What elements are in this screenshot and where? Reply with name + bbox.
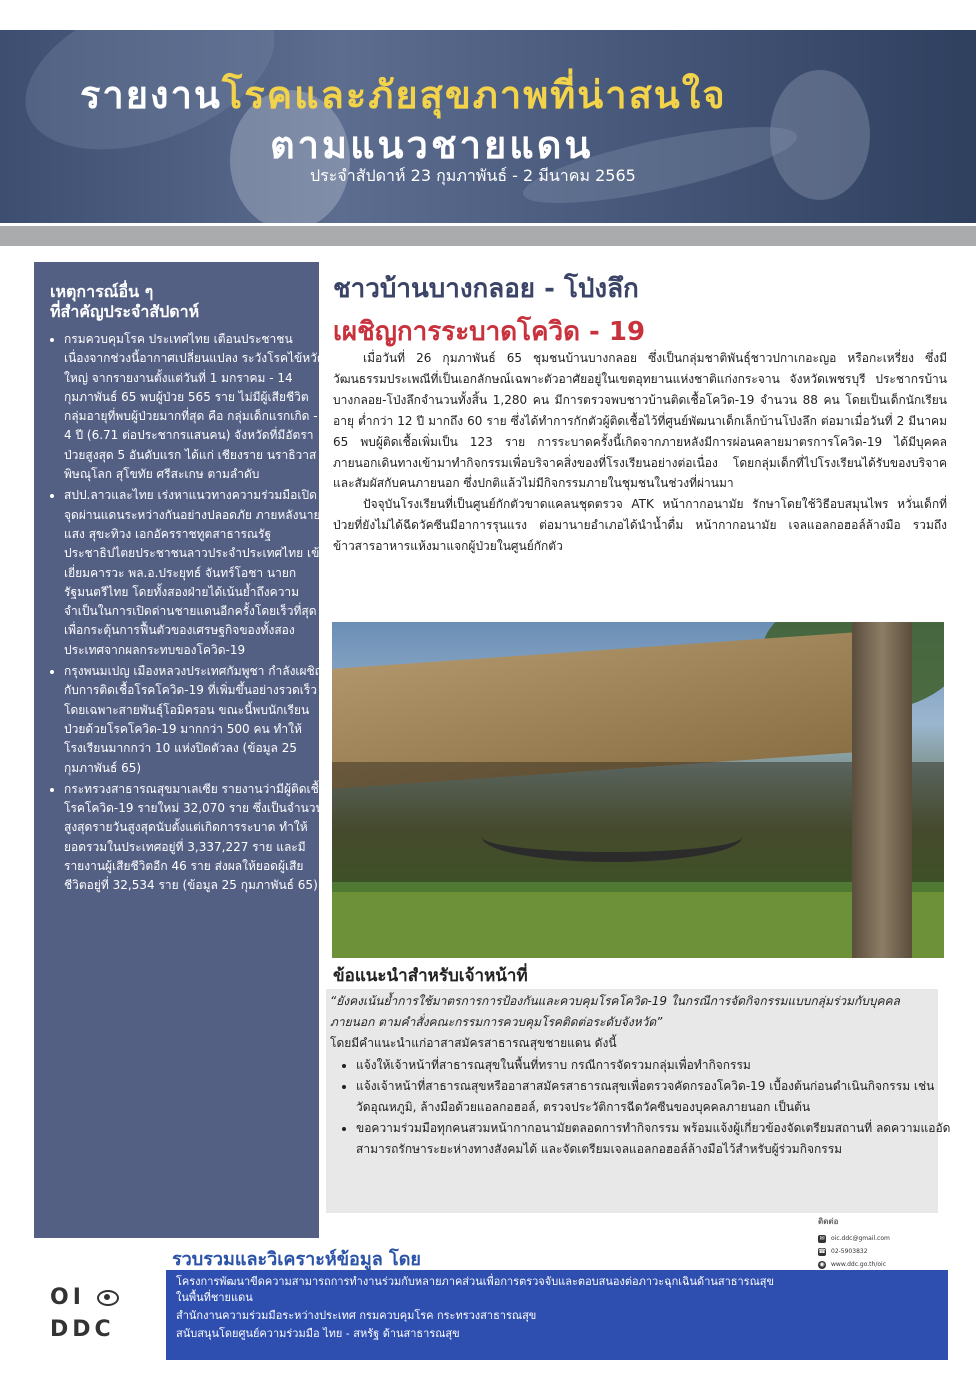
report-title-line2: ตามแนวชายแดน	[270, 123, 594, 167]
footer-line: สนับสนุนโดยศูนย์ความร่วมมือ ไทย - สหรัฐ ด้านสาธารณสุข	[176, 1327, 460, 1340]
phone-icon: ☎	[818, 1247, 826, 1255]
contact-email[interactable]: oic.ddc@gmail.com	[831, 1235, 890, 1242]
sidebar-heading-line1: เหตุการณ์อื่น ๆ	[50, 282, 154, 301]
compiled-by-heading: รวบรวมและวิเคราะห์ข้อมูล โดย	[172, 1249, 421, 1270]
article-body	[333, 348, 947, 557]
contact-label: ติดต่อ	[818, 1217, 839, 1226]
sidebar-heading-line2: ที่สำคัญประจำสัปดาห์	[50, 302, 200, 321]
other-events-sidebar	[34, 262, 327, 1238]
article-paragraph: เมื่อวันที่ 26 กุมภาพันธ์ 65 ชุมชนบ้านบางกลอย ซึ่งเป็นกลุ่มชาติพันธุ์ชาวปกาเกอะญอ หรือกะเหรี่ยง ซึ่งมีวัฒนธรรมประเพณีที่เป็นเอกลักษณ์เฉพาะตัวอาศัยอยู่ในเขตอุทยานแห่งชาติแก่งกระจาน จังหวัดเพชรบุรี ประชากรบ้านบางกลอย-โป่งลึกจำนวนทั้งสิ้น 1,280 คน มีการตรวจพบชาวบ้านติดเชื้อโควิด-19 จำนวน 88 คน โดยเป็นเด็กนักเรียนอายุ ต่ำกว่า 12 ปี มากถึง 60 ราย ซึ่งได้ทำการกักตัวผู้ติดเชื้อไว้ที่ศูนย์พัฒนาเด็กเล็กบ้านโป่งลึก ต่อมาเมื่อวันที่ 2 มีนาคม 65 พบผู้ติดเชื้อเพิ่มเป็น 123 ราย การระบาดครั้งนี้เกิดจากภายหลังมีการผ่อนคลายมาตรการโควิด-19 ได้มีบุคคลภายนอกเดินทางเข้ามาทำกิจกรรมเพื่อบริจาคสิ่งของที่โรงเรียนอย่างต่อเนื่อง โดยกลุ่มเด็กที่ไปโรงเรียนได้รับของบริจาคและสัมผัสกับคนภายนอก ซึ่งปกติแล้วไม่มีกิจกรรมภายในชุมชนในช่วงที่ผ่านมา	[333, 351, 947, 491]
contact-web[interactable]: www.ddc.go.th/oic	[831, 1261, 886, 1268]
recommendation-list	[334, 1055, 952, 1160]
contact-block	[818, 1215, 948, 1271]
sidebar-heading	[50, 282, 199, 322]
header-divider	[0, 226, 976, 246]
report-date: ประจำสัปดาห์ 23 กุมภาพันธ์ - 2 มีนาคม 2565	[310, 166, 636, 185]
recommendation-box	[326, 989, 951, 1213]
contact-phone[interactable]: 02-5903832	[831, 1248, 868, 1255]
recommendation-item: • แจ้งเจ้าหน้าที่สาธารณสุขหรืออาสาสมัครสาธารณสุขเพื่อตรวจคัดกรองโควิด-19 เบื้องต้นก่อนดำเนินกิจกรรม เช่น วัดอุณหภูมิ, ล้างมือด้วยแอลกอฮอล์, ตรวจประวัติการฉีดวัคซีนของบุคคลภายนอก เป็นต้น	[356, 1076, 952, 1118]
footer-line: โครงการพัฒนาขีดความสามารถการทำงานร่วมกับหลายภาคส่วนเพื่อการตรวจจับและตอบสนองต่อภาวะฉุกเฉินด้านสาธารณสุข	[176, 1275, 775, 1288]
sidebar-item: • กรุงพนมเปญ เมืองหลวงประเทศกัมพูชา กำลังเผชิญกับการติดเชื้อโรคโควิด-19 ที่เพิ่มขึ้นอย่างรวดเร็ว โดยเฉพาะสายพันธุ์โอมิครอน ขณะนี้พบนักเรียนป่วยด้วยโรคโควิด-19 มากกว่า 500 คน ทำให้โรงเรียนมากกว่า 10 แห่งปิดตัวลง (ข้อมูล 25 กุมภาพันธ์ 65)	[64, 662, 326, 778]
sidebar-item: • กระทรวงสาธารณสุขมาเลเซีย รายงานว่ามีผู้ติดเชื้อโรคโควิด-19 รายใหม่ 32,070 ราย ซึ่งเป็นจำนวนสูงสุดรายวันสูงสุดนับตั้งแต่เกิดการระบาด ทำให้ยอดรวมในประเทศอยู่ที่ 3,337,227 ราย และมีรายงานผู้เสียชีวิตอีก 46 ราย ส่งผลให้ยอดผู้เสียชีวิตอยู่ที่ 32,534 ราย (ข้อมูล 25 กุมภาพันธ์ 65)	[64, 780, 326, 896]
logo-text-top: OI	[50, 1285, 85, 1310]
header-banner	[0, 30, 976, 223]
contact-phone-row[interactable]	[818, 1245, 948, 1258]
logo-text-bottom: DDC	[50, 1317, 115, 1342]
report-title-part1: รายงาน	[80, 73, 222, 117]
photo-tree-trunk	[852, 622, 912, 958]
article-paragraph: ปัจจุบันโรงเรียนที่เป็นศูนย์กักตัวขาดแคลนชุดตรวจ ATK หน้ากากอนามัย รักษาโดยใช้วิธีอบสมุนไพร หวั่นเด็กที่ป่วยที่ยังไม่ได้ฉีดวัคซีนมีอาการรุนแรง ต่อมานายอำเภอได้นำน้ำดื่ม หน้ากากอนามัย เจลแอลกอฮอล์ล้างมือ รวมถึงข้าวสารอาหารแห้งมาแจกผู้ป่วยในศูนย์กักตัว	[333, 497, 947, 554]
sidebar-item: • กรมควบคุมโรค ประเทศไทย เตือนประชาชนเนื่องจากช่วงนี้อากาศเปลี่ยนแปลง ระวังโรคไข้หวัดใหญ่ จากรายงานตั้งแต่วันที่ 1 มกราคม - 14 กุมภาพันธ์ 65 พบผู้ป่วย 565 ราย ไม่มีผู้เสียชีวิต กลุ่มอายุที่พบผู้ป่วยมากที่สุด คือ กลุ่มเด็กแรกเกิด - 4 ปี (6.71 ต่อประชากรแสนคน) จังหวัดที่มีอัตราป่วยสูงสุด 5 อันดับแรก ได้แก่ เชียงราย นราธิวาส พิษณุโลก สุโขทัย ศรีสะเกษ ตามลำดับ	[64, 330, 326, 484]
globe-icon: ◉	[819, 1260, 825, 1268]
sidebar-list	[46, 330, 326, 898]
sidebar-item: • สปป.ลาวและไทย เร่งหาแนวทางความร่วมมือเปิดจุดผ่านแดนระหว่างกันอย่างปลอดภัย ภายหลังนายแสง สุขะทิวง เอกอัครราชทูตสาธารณรัฐประชาธิปไตยประชาชนลาวประจำประเทศไทย เข้าเยี่ยมคารวะ พล.อ.ประยุทธ์ จันทร์โอชา นายกรัฐมนตรีไทย โดยทั้งสองฝ่ายได้เน้นย้ำถึงความจำเป็นในการเปิดด่านชายแดนอีกครั้งโดยเร็วที่สุด เพื่อกระตุ้นการฟื้นตัวของเศรษฐกิจของทั้งสองประเทศจากผลกระทบของโควิด-19	[64, 486, 326, 660]
recommendation-quote: “ยังคงเน้นย้ำการใช้มาตรการการป้องกันและควบคุมโรคโควิด-19 ในกรณีการจัดกิจกรรมแบบกลุ่มร่วมกับบุคคลภายนอก ตามคำสั่งคณะกรรมการควบคุมโรคติดต่อระดับจังหวัด”	[330, 994, 900, 1029]
photo-hammock	[482, 812, 742, 862]
oic-ddc-logo	[50, 1282, 130, 1346]
contact-email-row[interactable]	[818, 1232, 948, 1245]
footer-line: สำนักงานความร่วมมือระหว่างประเทศ กรมควบคุมโรค กระทรวงสาธารณสุข	[176, 1309, 537, 1322]
footer-band	[166, 1270, 948, 1360]
eye-icon	[97, 1290, 119, 1306]
article-title-line2: เผชิญการระบาดโควิด - 19	[333, 317, 646, 347]
report-title-part2: โรคและภัยสุขภาพที่น่าสนใจ	[221, 73, 727, 117]
article-title-line1: ชาวบ้านบางกลอย - โป่งลึก	[333, 274, 639, 304]
recommendation-title: ข้อแนะนำสำหรับเจ้าหน้าที่	[333, 966, 528, 986]
recommendation-item: • ขอความร่วมมือทุกคนสวมหน้ากากอนามัยตลอดการทำกิจกรรม พร้อมแจ้งผู้เกี่ยวข้องจัดเตรียมสถานที่ ลดความแออัด สามารถรักษาระยะห่างทางสังคมได้ และจัดเตรียมเจลแอลกอฮอล์ล้างมือไว้สำหรับผู้ร่วมกิจกรรม	[356, 1118, 952, 1160]
article-photo	[332, 622, 944, 958]
email-icon: ✉	[819, 1234, 825, 1242]
recommendation-intro: โดยมีคำแนะนำแก่อาสาสมัครสาธารณสุขชายแดน ดังนี้	[330, 1036, 617, 1050]
recommendation-item: • แจ้งให้เจ้าหน้าที่สาธารณสุขในพื้นที่ทราบ กรณีการจัดรวมกลุ่มเพื่อทำกิจกรรม	[356, 1055, 952, 1076]
footer-line: ในพื้นที่ชายแดน	[176, 1291, 253, 1304]
